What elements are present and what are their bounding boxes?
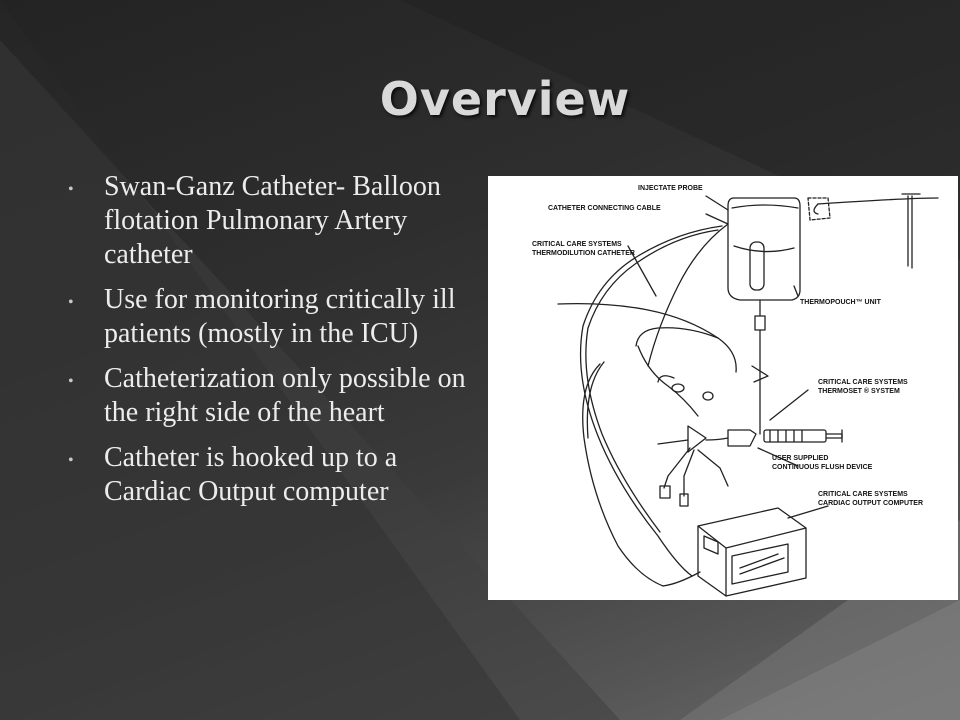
diagram-drawing [488, 176, 958, 600]
bullet-text: Swan-Ganz Catheter- Balloon flotation Pulmonary Artery catheter [104, 171, 441, 270]
label-ccs-thermodilution-1: CRITICAL CARE SYSTEMS [532, 241, 622, 248]
bullet-dot-icon: • [68, 452, 74, 469]
label-thermodilution-catheter: THERMODILUTION CATHETER [532, 250, 635, 257]
bullet-text: Catheterization only possible on the right side of the heart [104, 363, 466, 428]
label-connecting-cable: CATHETER CONNECTING CABLE [548, 205, 661, 212]
bullet-text: Use for monitoring critically ill patients (mostly in the ICU) [104, 284, 456, 349]
slide-title: Overview [379, 72, 631, 126]
label-cardiac-output-computer: CARDIAC OUTPUT COMPUTER [818, 500, 923, 507]
label-thermoset-system: THERMOSET ® SYSTEM [818, 388, 900, 395]
label-thermopouch: THERMOPOUCH™ UNIT [800, 299, 881, 306]
label-injectate-probe: INJECTATE PROBE [638, 185, 703, 192]
bullet-dot-icon: • [68, 373, 74, 390]
bullet-item [68, 283, 483, 351]
bullet-item [68, 170, 483, 272]
bullet-list [68, 170, 483, 520]
bullet-dot-icon: • [68, 181, 74, 198]
bullet-item [68, 441, 483, 509]
bullet-text: Catheter is hooked up to a Cardiac Output computer [104, 442, 398, 507]
label-flush-device: CONTINUOUS FLUSH DEVICE [772, 464, 873, 471]
catheter-system-diagram [488, 176, 958, 600]
label-ccs-computer-1: CRITICAL CARE SYSTEMS [818, 491, 908, 498]
label-user-supplied: USER SUPPLIED [772, 455, 829, 462]
label-ccs-thermoset-1: CRITICAL CARE SYSTEMS [818, 379, 908, 386]
bullet-dot-icon: • [68, 294, 74, 311]
bullet-item [68, 362, 483, 430]
